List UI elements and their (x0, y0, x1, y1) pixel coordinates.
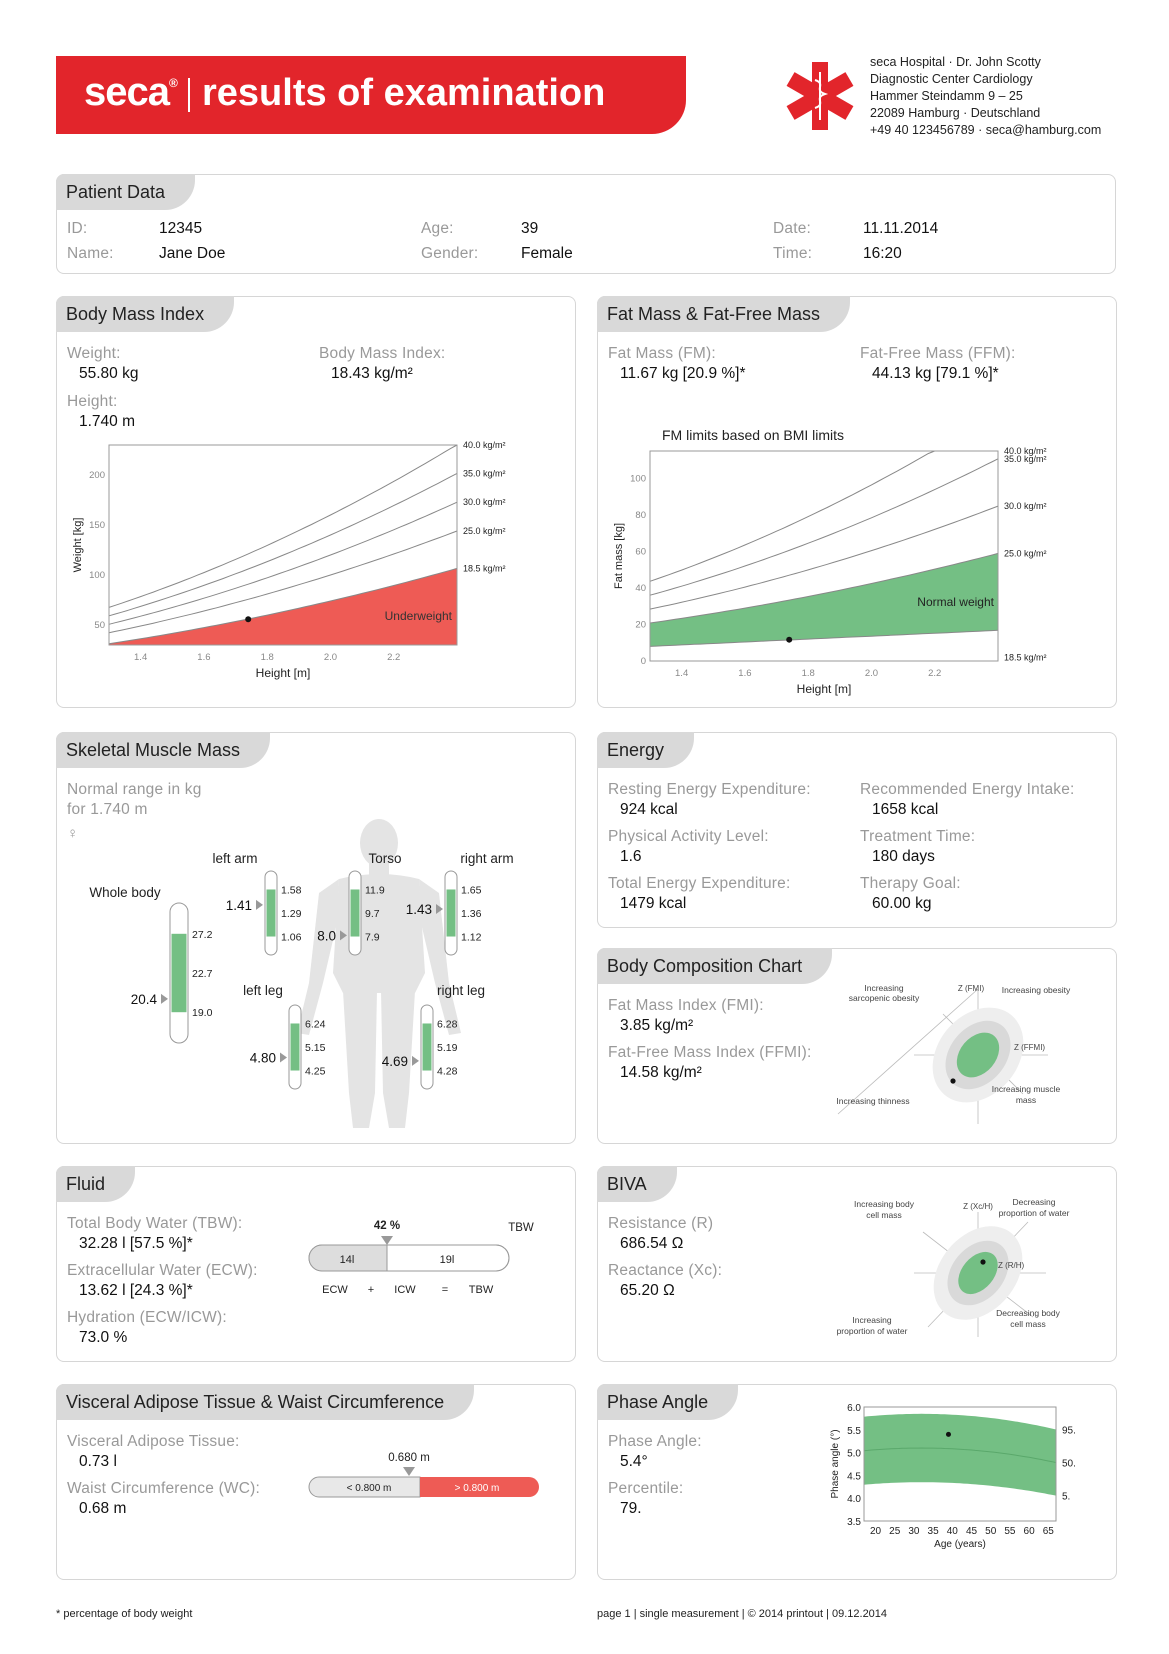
percentile-band (864, 1414, 1056, 1496)
panel-tab: Body Composition Chart (597, 948, 832, 984)
x-tick-label: 1.8 (260, 652, 274, 663)
banner-divider (188, 78, 190, 112)
svg-text:42 %: 42 % (373, 1220, 401, 1232)
svg-text:cell mass: cell mass (866, 1210, 902, 1220)
svg-text:+: + (367, 1284, 375, 1296)
seca-logo: seca® (84, 70, 177, 114)
fat-mass-value: 11.67 kg [20.9 %]* (620, 365, 746, 382)
footnote: * percentage of body weight (56, 1608, 193, 1620)
fm-curve (650, 451, 998, 581)
left-leg-upper: 6.24 (305, 1018, 326, 1031)
right-leg-pointer (412, 1056, 419, 1066)
body-composition-panel: Body Composition Chart Fat Mass Index (FMI): 3.85 kg/m² Fat-Free Mass Index (FFMI): 14.58 kg/m² Increasing sarcopenic obesity Z (FMI) Increasing obesity Z (FFMI) Increasing thinness Increasing muscle mass (597, 948, 1117, 1144)
svg-text:Z (FMI): Z (FMI) (957, 984, 985, 993)
svg-text:Increasing thinness: Increasing thinness (836, 1096, 910, 1106)
svg-text:0.680 m: 0.680 m (388, 1452, 430, 1464)
right-leg-mid: 5.19 (437, 1042, 458, 1054)
y-tick-label: 5.5 (847, 1425, 861, 1437)
patient-name: Jane Doe (159, 245, 226, 262)
torso-mid: 9.7 (365, 908, 380, 920)
left-leg-label: left leg (243, 983, 283, 998)
star-of-life-icon (782, 58, 858, 134)
tbw-value: 32.28 l [57.5 %]* (79, 1235, 193, 1252)
right-arm-upper: 1.65 (461, 884, 482, 897)
y-tick-label: 60 (635, 546, 646, 558)
y-tick-label: 100 (89, 570, 105, 581)
panel-tab: Phase Angle (597, 1384, 738, 1420)
y-tick-label: 0 (640, 656, 646, 667)
patient-data-panel: Patient Data ID: 12345 Name: Jane Doe Age: 39 Gender: Female Date: 11.11.2014 Time: 16:20 (56, 174, 1116, 274)
waist-bar (307, 1449, 547, 1509)
whole-body-pointer (161, 994, 168, 1004)
patient-point (786, 637, 792, 643)
svg-text:Decreasing: Decreasing (1012, 1197, 1056, 1207)
biva-panel: BIVA Resistance (R) 686.54 Ω Reactance (Xc): 65.20 Ω Increasing body cell mass Z (Xc/H) Decreasing proportion of water Z (R/H) Increasing proportion of water Decreasing body cell mass (597, 1166, 1117, 1362)
patient-marker (950, 1078, 955, 1083)
fmi-value: 3.85 kg/m² (620, 1017, 694, 1034)
patient-point (946, 1432, 951, 1437)
panel-tab: Body Mass Index (56, 296, 234, 332)
left-arm-value: 1.41 (225, 897, 252, 913)
panel-tab: Energy (597, 732, 694, 768)
x-tick-label: 60 (1023, 1526, 1035, 1537)
header-banner (56, 56, 686, 134)
svg-text:Z (FFMI): Z (FFMI) (1014, 1043, 1046, 1052)
x-axis-label: Height [m] (255, 666, 311, 680)
x-axis-label: Height [m] (796, 682, 852, 696)
whole-body-label: Whole body (89, 885, 161, 900)
percentile-label: 95. (1062, 1425, 1076, 1437)
x-tick-label: 30 (908, 1526, 920, 1537)
female-symbol-icon: ♀ (67, 825, 79, 842)
y-tick-label: 40 (635, 582, 646, 594)
svg-text:TBW: TBW (508, 1222, 534, 1234)
torso-upper: 11.9 (365, 884, 385, 897)
fat-mass-panel: Fat Mass & Fat-Free Mass Fat Mass (FM): 11.67 kg [20.9 %]* Fat-Free Mass (FFM): 44.13 kg [79.1 %]* 40.0 kg/m² 35.0 kg/m² 30.0 kg/m² 25.0 kg/m² 18.5 kg/m² 1.4 1.6 1.8 2.0 2.2 0 20 40 60 80 100 FM limits based on BMI limits Height [m] Fat mass [kg] Normal weight (597, 296, 1117, 708)
fluid-bar (307, 1217, 557, 1307)
svg-text:Z (Xc/H): Z (Xc/H) (963, 1202, 993, 1211)
torso-label: Torso (368, 851, 402, 866)
body-composition-diagram (828, 959, 1116, 1143)
phase-angle-panel: Phase Angle Phase Angle: 5.4° Percentile: 79. 20 25 30 35 40 45 50 55 60 65 3.5 4.0 4.5 5.0 5.5 6.0 95. 50. 5. Age (years) Phase angle (°) (597, 1384, 1117, 1580)
whole-body-upper: 27.2 (192, 928, 213, 941)
treatment-time-value: 180 days (872, 848, 935, 865)
torso-lower: 7.9 (365, 931, 380, 944)
y-tick-label: 50 (94, 620, 105, 631)
curve-label: 18.5 kg/m² (1004, 652, 1047, 663)
right-arm-lower: 1.12 (461, 931, 482, 944)
chart-title: FM limits based on BMI limits (662, 427, 845, 443)
x-tick-label: 1.6 (738, 668, 752, 679)
y-tick-label: 6.0 (847, 1403, 861, 1414)
left-leg-lower: 4.25 (305, 1065, 326, 1078)
y-axis-label: Fat mass [kg] (613, 522, 625, 590)
curve-label: 35.0 kg/m² (463, 468, 506, 479)
energy-panel: Energy Resting Energy Expenditure: 924 kcal Recommended Energy Intake: 1658 kcal Physical Activity Level: 1.6 Treatment Time: 180 days Total Energy Expenditure: 1479 kcal Therapy Goal: 60.00 kg (597, 732, 1117, 928)
page-footer: page 1 | single measurement | © 2014 printout | 09.12.2014 (597, 1608, 888, 1620)
curve-label: 25.0 kg/m² (463, 526, 506, 536)
left-leg-pointer (280, 1053, 287, 1063)
x-tick-label: 20 (869, 1526, 882, 1537)
whole-body-value: 20.4 (130, 991, 157, 1007)
visceral-adipose-panel: Visceral Adipose Tissue & Waist Circumference Visceral Adipose Tissue: 0.73 l Waist Circumference (WC): 0.68 m 0.680 m < 0.800 m > 0.800 m (56, 1384, 576, 1580)
svg-text:cell mass: cell mass (1010, 1319, 1046, 1329)
x-tick-label: 1.8 (801, 668, 815, 679)
patient-age: 39 (521, 220, 539, 237)
therapy-goal-value: 60.00 kg (872, 895, 932, 912)
pal-value: 1.6 (620, 848, 642, 865)
zone-label: Underweight (384, 609, 452, 623)
exam-time: 16:20 (863, 245, 902, 262)
curve-label: 30.0 kg/m² (1004, 501, 1047, 512)
svg-text:Increasing muscle: Increasing muscle (991, 1084, 1061, 1094)
x-tick-label: 50 (985, 1526, 997, 1537)
right-leg-lower: 4.28 (437, 1065, 458, 1078)
vat-value: 0.73 l (79, 1453, 117, 1470)
curve-label: 35.0 kg/m² (1004, 453, 1047, 464)
right-arm-mid: 1.36 (461, 908, 482, 920)
y-tick-label: 100 (630, 473, 646, 485)
curve-label: 40.0 kg/m² (1004, 446, 1047, 456)
panel-tab: Patient Data (56, 174, 195, 210)
skeletal-muscle-panel: Skeletal Muscle Mass Normal range in kg for 1.740 m ♀ 27.2 22.7 19.0 20.4 Whole body 1.58 1.29 1.06 1.41 left arm 11.9 9.7 7.9 8.0 Torso 1.65 1.36 1.12 1.43 right arm 6.24 5.15 4.25 4.80 left leg 6.28 5.19 4.28 4.69 right leg (56, 732, 576, 1144)
curve-label: 18.5 kg/m² (463, 563, 506, 574)
svg-text:> 0.800 m: > 0.800 m (454, 1483, 500, 1494)
x-tick-label: 1.4 (134, 652, 148, 663)
svg-text:ICW: ICW (394, 1284, 416, 1296)
y-tick-label: 200 (89, 470, 105, 481)
right-arm-value: 1.43 (405, 902, 432, 918)
panel-tab: Fluid (56, 1166, 135, 1202)
x-tick-label: 40 (946, 1526, 958, 1537)
svg-text:< 0.800 m: < 0.800 m (346, 1483, 392, 1494)
torso-value: 8.0 (317, 928, 336, 944)
ree-value: 924 kcal (620, 801, 678, 818)
svg-text:proportion of water: proportion of water (998, 1208, 1070, 1218)
y-tick-label: 80 (635, 509, 646, 521)
curve-label: 40.0 kg/m² (463, 440, 506, 450)
ecw-value: 13.62 l [24.3 %]* (79, 1282, 193, 1299)
left-arm-lower: 1.06 (281, 931, 302, 944)
x-axis-label: Age (years) (934, 1539, 986, 1550)
y-tick-label: 150 (89, 520, 105, 531)
x-tick-label: 2.2 (387, 652, 401, 663)
y-tick-label: 4.5 (847, 1471, 861, 1483)
bmi-panel: Body Mass Index Weight: 55.80 kg Body Mass Index: 18.43 kg/m² Height: 1.740 m 40.0 kg/m² 35.0 kg/m² 30.0 kg/m² 25.0 kg/m² 18.5 kg/m² 1.4 1.6 1.8 2.0 2.2 50 100 150 200 Height [m] Weight [kg] Underweight (56, 296, 576, 708)
right-arm-normal-range (447, 889, 456, 936)
x-tick-label: 45 (965, 1526, 978, 1537)
svg-text:Decreasing body: Decreasing body (996, 1308, 1060, 1318)
biva-marker (980, 1259, 985, 1264)
resistance-value: 686.54 Ω (620, 1235, 684, 1252)
svg-text:TBW: TBW (468, 1284, 494, 1296)
percentile-value: 79. (620, 1500, 642, 1517)
left-arm-mid: 1.29 (281, 908, 302, 920)
right-leg-normal-range (423, 1023, 432, 1070)
panel-tab: Visceral Adipose Tissue & Waist Circumference (56, 1384, 474, 1420)
waist-value: 0.68 m (79, 1500, 127, 1517)
page-title: results of examination (202, 72, 606, 114)
left-leg-normal-range (291, 1023, 300, 1070)
curve-label: 30.0 kg/m² (463, 497, 506, 508)
phase-angle-chart (828, 1403, 1116, 1577)
fat-mass-chart (598, 421, 1116, 705)
hospital-address: seca Hospital · Dr. John Scotty Diagnostic Center Cardiology Hammer Steindamm 9 – 25 22089 Hamburg · Deutschland +49 40 123456789 · seca@hamburg.com (870, 55, 1102, 137)
fluid-panel: Fluid Total Body Water (TBW): 32.28 l [57.5 %]* Extracellular Water (ECW): 13.62 l [24.3 %]* Hydration (ECW/ICW): 73.0 % 42 % TBW 14l 19l ECW + ICW = TBW (56, 1166, 576, 1362)
tee-value: 1479 kcal (620, 895, 687, 912)
y-tick-label: 5.0 (847, 1448, 861, 1460)
weight-value: 55.80 kg (79, 365, 139, 382)
fat-free-mass-value: 44.13 kg [79.1 %]* (872, 365, 999, 382)
x-tick-label: 35 (927, 1526, 939, 1537)
patient-gender: Female (521, 245, 573, 262)
right-leg-upper: 6.28 (437, 1018, 458, 1031)
percentile-label: 5. (1062, 1491, 1071, 1503)
y-tick-label: 4.0 (847, 1494, 861, 1506)
svg-text:Increasing: Increasing (864, 983, 904, 993)
svg-text:sarcopenic obesity: sarcopenic obesity (848, 993, 920, 1003)
x-tick-label: 55 (1004, 1526, 1016, 1537)
ffmi-value: 14.58 kg/m² (620, 1064, 702, 1081)
x-tick-label: 65 (1042, 1526, 1054, 1537)
x-tick-label: 25 (889, 1526, 901, 1537)
panel-tab: Fat Mass & Fat-Free Mass (597, 296, 850, 332)
torso-normal-range (351, 889, 360, 936)
x-tick-label: 2.0 (864, 668, 879, 679)
left-leg-mid: 5.15 (305, 1042, 326, 1054)
whole-body-lower: 19.0 (192, 1007, 213, 1020)
x-tick-label: 2.2 (928, 668, 942, 679)
y-axis-label: Phase angle (°) (830, 1429, 841, 1499)
svg-text:19l: 19l (439, 1254, 455, 1266)
panel-tab: BIVA (597, 1166, 677, 1202)
svg-text:Increasing: Increasing (852, 1315, 892, 1325)
svg-text:ECW: ECW (322, 1284, 348, 1296)
patient-id: 12345 (159, 220, 203, 237)
bmi-chart (57, 437, 575, 705)
hydration-value: 73.0 % (79, 1329, 128, 1346)
svg-text:Increasing body: Increasing body (853, 1199, 915, 1209)
left-arm-upper: 1.58 (281, 884, 302, 897)
left-arm-label: left arm (212, 851, 258, 866)
left-arm-normal-range (267, 889, 276, 936)
exam-date: 11.11.2014 (863, 220, 939, 237)
y-tick-label: 20 (635, 619, 646, 631)
svg-text:14l: 14l (339, 1254, 355, 1266)
svg-text:Z (R/H): Z (R/H) (998, 1261, 1025, 1270)
y-axis-label: Weight [kg] (72, 517, 84, 573)
whole-body-normal-range (172, 934, 187, 1012)
panel-tab: Skeletal Muscle Mass (56, 732, 270, 768)
patient-point (245, 616, 251, 622)
zone-label: Normal weight (917, 595, 994, 609)
x-tick-label: 2.0 (323, 652, 338, 663)
percentile-label: 50. (1062, 1458, 1076, 1470)
whole-body-mid: 22.7 (192, 968, 213, 980)
left-arm-pointer (256, 900, 263, 910)
svg-text:proportion of water: proportion of water (836, 1326, 908, 1336)
underweight-zone (109, 568, 457, 645)
rei-value: 1658 kcal (872, 801, 939, 818)
svg-text:=: = (441, 1284, 449, 1296)
phase-angle-value: 5.4° (620, 1453, 648, 1470)
curve-label: 25.0 kg/m² (1004, 548, 1047, 559)
right-arm-label: right arm (460, 851, 514, 866)
x-tick-label: 1.4 (675, 668, 689, 679)
biva-diagram (828, 1177, 1116, 1361)
svg-text:mass: mass (1015, 1095, 1037, 1105)
x-tick-label: 1.6 (197, 652, 211, 663)
muscle-segment-diagram (57, 733, 575, 1141)
reactance-value: 65.20 Ω (620, 1282, 675, 1299)
bmi-value: 18.43 kg/m² (331, 365, 413, 382)
right-leg-value: 4.69 (381, 1053, 408, 1069)
height-value: 1.740 m (79, 413, 136, 430)
svg-text:Increasing obesity: Increasing obesity (1001, 985, 1071, 995)
right-leg-label: right leg (436, 983, 486, 998)
left-leg-value: 4.80 (249, 1050, 276, 1066)
y-tick-label: 3.5 (847, 1517, 861, 1528)
